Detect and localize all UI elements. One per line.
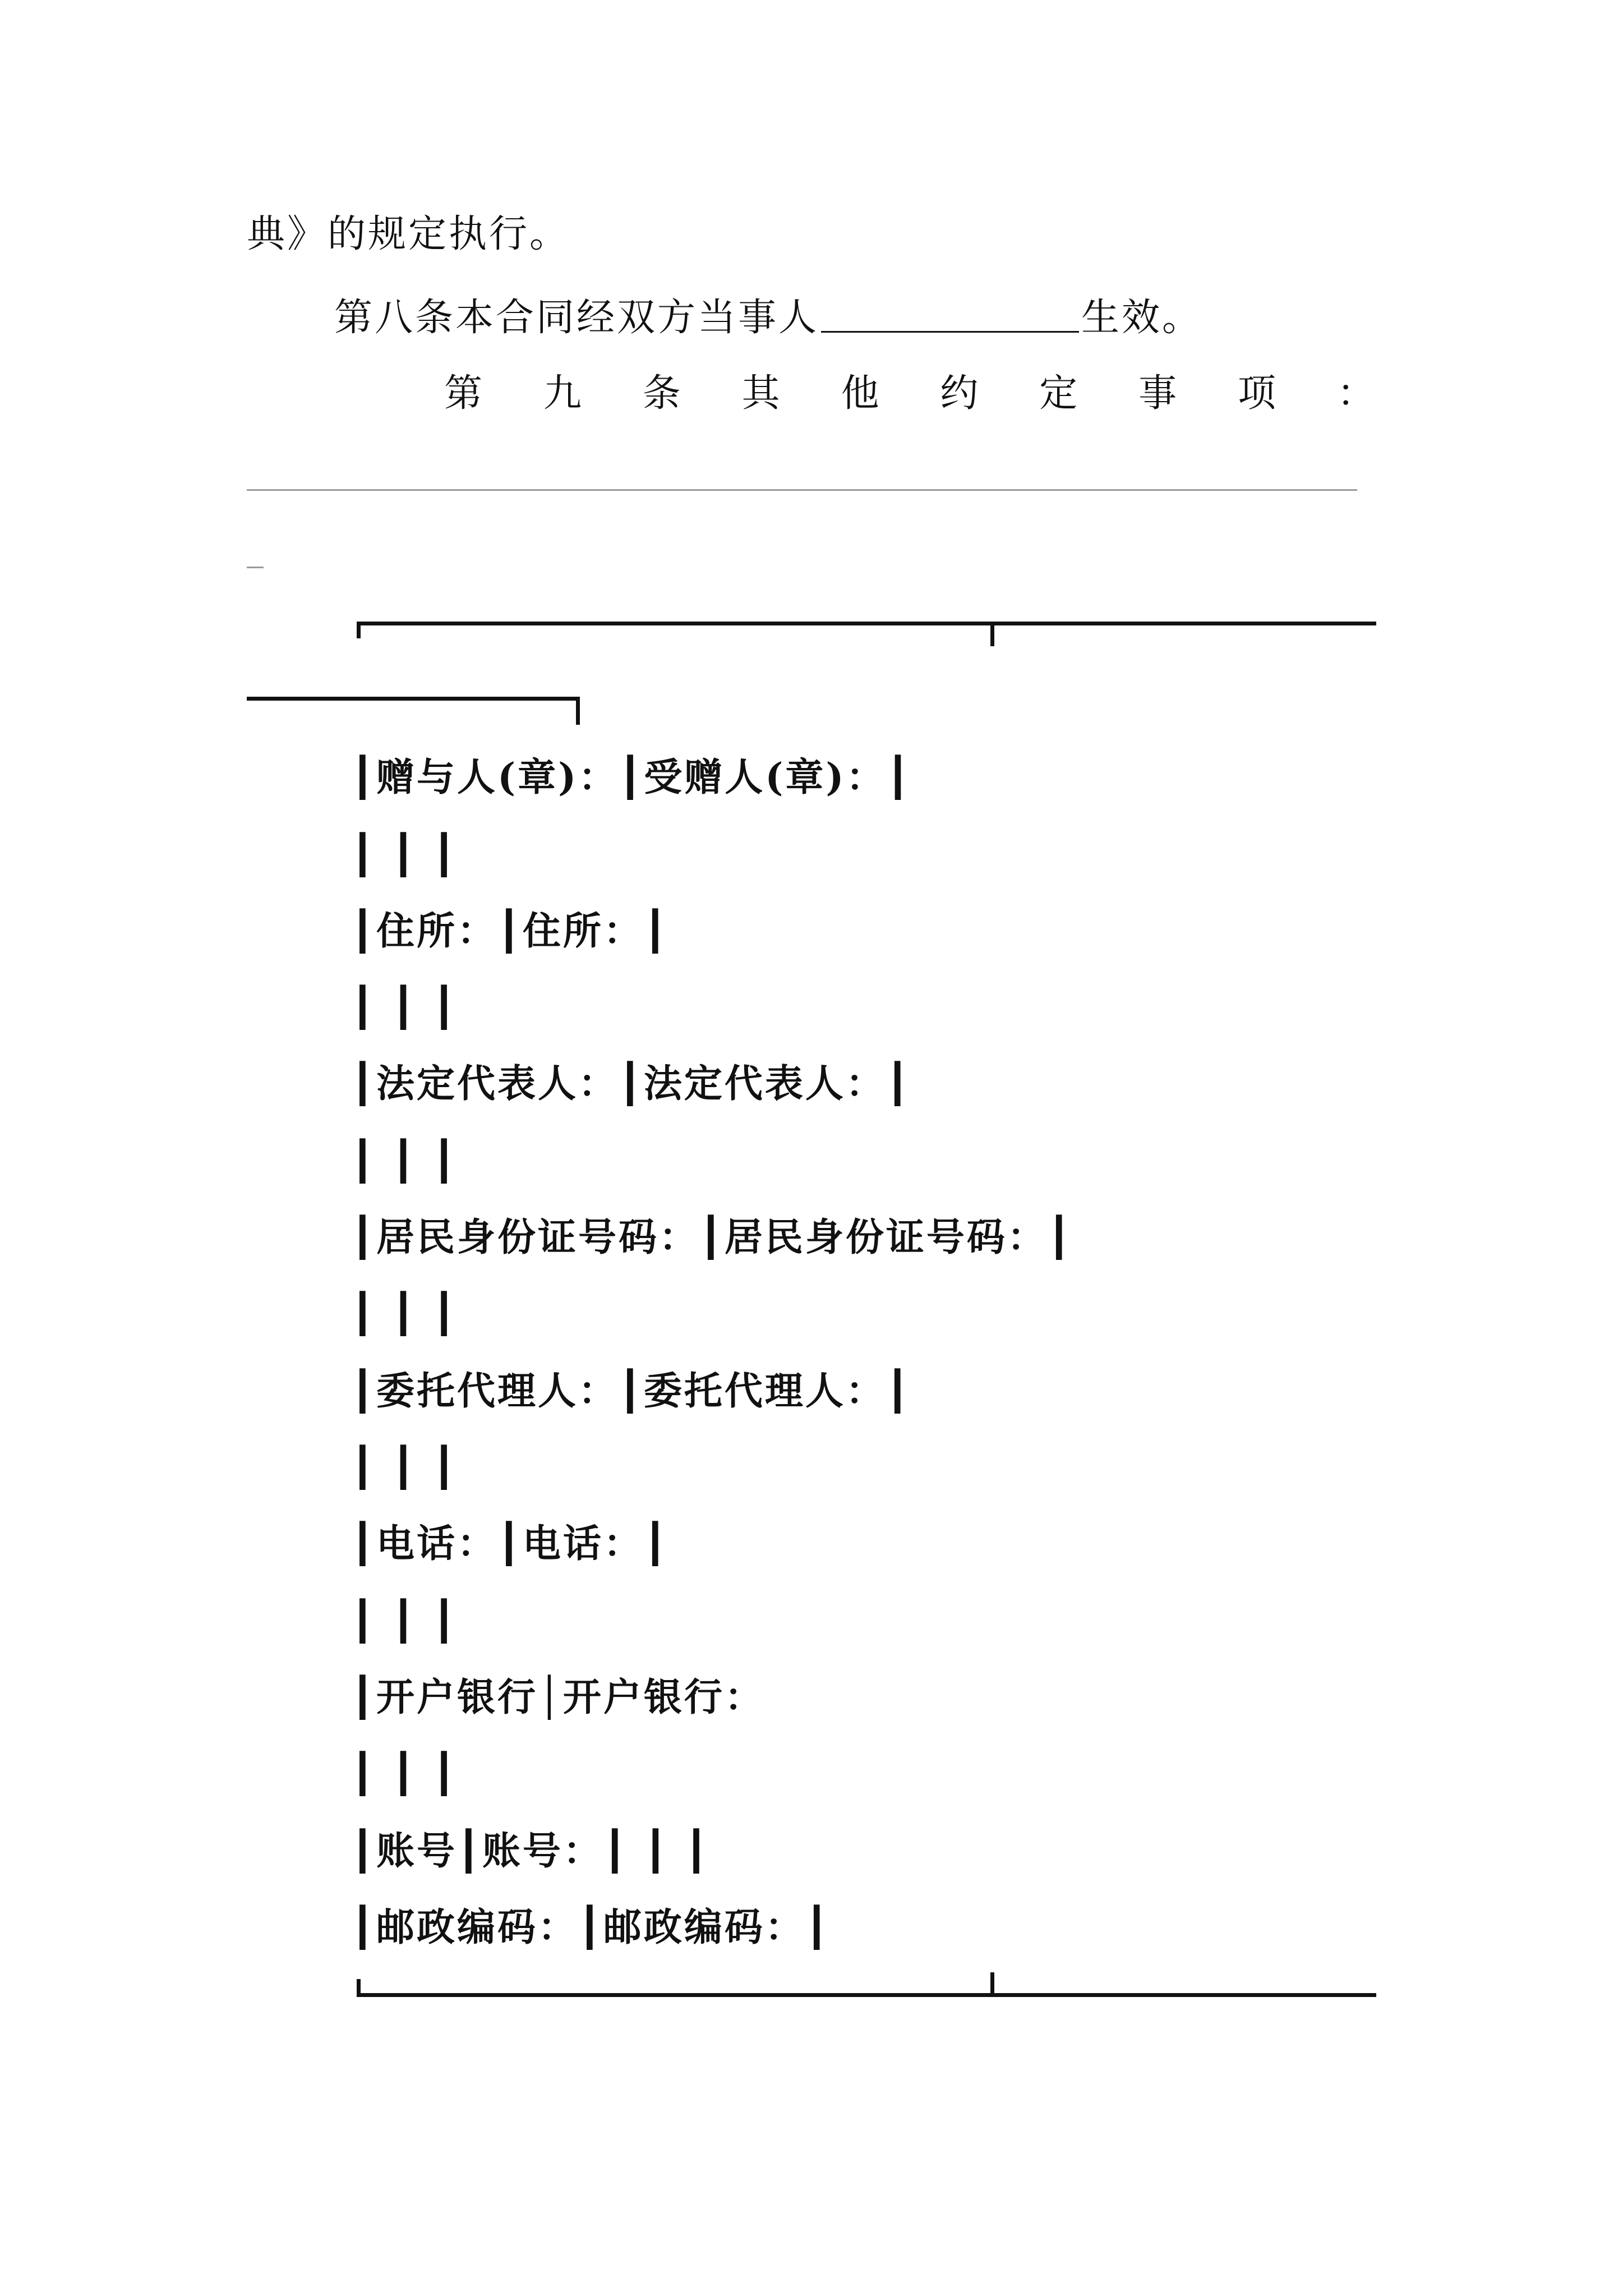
table-row-id-number: ┃居民身份证号码：┃居民身份证号码：┃: [351, 1215, 1073, 1260]
table-row-address: ┃住所：┃住所：┃: [351, 909, 669, 954]
table-bottom-border: [357, 1993, 1376, 1997]
heading-char: 条: [642, 371, 681, 416]
table-row-account: ┃账号┃账号：┃ ┃ ┃: [351, 1829, 711, 1874]
heading-char: 事: [1138, 371, 1177, 416]
other-matters-blank-tail: [247, 567, 264, 568]
line2-before: 第八条本合同经双方当事人: [334, 296, 819, 340]
table-row-spacer: ┃ ┃ ┃: [351, 1445, 458, 1490]
paragraph-line-2: [334, 294, 1202, 341]
table-row-spacer: ┃ ┃ ┃: [351, 1139, 458, 1184]
table-top-border-a: [357, 622, 1376, 625]
heading-char: 其: [741, 371, 780, 416]
table-row-postcode: ┃邮政编码：┃邮政编码：┃: [351, 1905, 831, 1950]
table-row-spacer: ┃ ┃ ┃: [351, 1291, 458, 1336]
table-bottom-mid-tick: [990, 1972, 994, 1997]
table-row-spacer: ┃ ┃ ┃: [351, 1751, 458, 1796]
table-row-agent: ┃委托代理人：┃委托代理人：┃: [351, 1369, 911, 1414]
heading-char: 定: [1039, 371, 1078, 416]
heading-char: ：: [1336, 371, 1375, 416]
table-row-spacer: ┃ ┃ ┃: [351, 832, 458, 877]
table-row-spacer: ┃ ┃ ┃: [351, 1599, 458, 1644]
table-top-right-corner-v: [576, 697, 580, 725]
heading-char: 项: [1238, 371, 1276, 416]
heading-char: 九: [543, 371, 582, 416]
table-top-mid-tick: [990, 622, 994, 646]
line2-after: 生效。: [1081, 296, 1203, 340]
table-row-donor-donee: ┃赠与人(章)：┃受赠人(章)：┃: [351, 755, 912, 800]
table-row-spacer: ┃ ┃ ┃: [351, 985, 458, 1030]
table-row-bank: ┃开户银行│开户银行：: [351, 1675, 765, 1720]
heading-char: 第: [444, 371, 483, 416]
effective-condition-blank: [821, 296, 1079, 333]
article-nine-heading: [444, 371, 1375, 416]
table-top-border-b: [247, 697, 580, 701]
table-row-legal-rep: ┃法定代表人：┃法定代表人：┃: [351, 1061, 911, 1106]
heading-char: 他: [841, 371, 879, 416]
heading-char: 约: [940, 371, 979, 416]
table-row-phone: ┃电话：┃电话：┃: [351, 1521, 669, 1566]
paragraph-line-1: 典》的规定执行。: [247, 212, 570, 256]
other-matters-blank-line: [247, 489, 1357, 491]
